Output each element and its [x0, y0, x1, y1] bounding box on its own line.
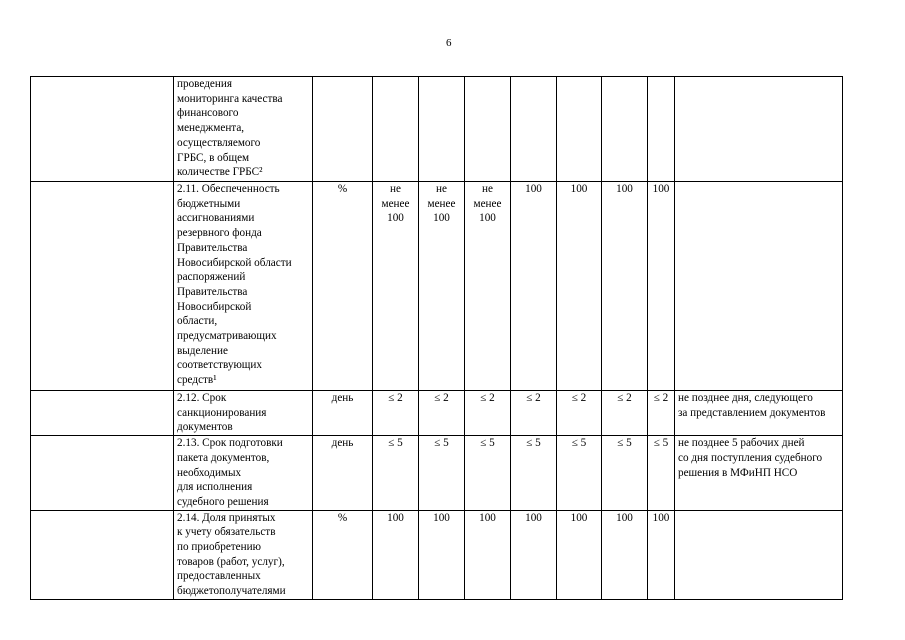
- unit-cell: [313, 77, 373, 182]
- unit-cell: %: [313, 182, 373, 391]
- note-cell: не позднее дня, следующего за представлением документов: [675, 391, 843, 436]
- indicator-cell: 2.12. Срок санкционирования документов: [174, 391, 313, 436]
- value-cell: ≤ 5: [648, 436, 675, 511]
- value-cell: ≤ 2: [557, 391, 602, 436]
- indicators-table: [30, 76, 843, 600]
- table-row: [31, 510, 843, 599]
- note-cell: [675, 182, 843, 391]
- value-cell: 100: [419, 510, 465, 599]
- value-cell: ≤ 2: [419, 391, 465, 436]
- table-row: [31, 391, 843, 436]
- value-cell: ≤ 2: [648, 391, 675, 436]
- value-cell: [648, 77, 675, 182]
- page-number: 6: [446, 37, 452, 49]
- value-cell: 100: [511, 182, 557, 391]
- empty-cell: [31, 510, 174, 599]
- value-cell: [373, 77, 419, 182]
- value-cell: не менее 100: [419, 182, 465, 391]
- value-cell: не менее 100: [373, 182, 419, 391]
- value-cell: 100: [373, 510, 419, 599]
- value-cell: ≤ 5: [419, 436, 465, 511]
- note-cell: [675, 77, 843, 182]
- value-cell: ≤ 2: [511, 391, 557, 436]
- table-row: [31, 436, 843, 511]
- empty-cell: [31, 77, 174, 182]
- value-cell: 100: [602, 182, 648, 391]
- value-cell: ≤ 5: [557, 436, 602, 511]
- empty-cell: [31, 182, 174, 391]
- value-cell: ≤ 2: [465, 391, 511, 436]
- value-cell: [511, 77, 557, 182]
- value-cell: ≤ 5: [373, 436, 419, 511]
- unit-cell: день: [313, 391, 373, 436]
- table-row: [31, 182, 843, 391]
- value-cell: ≤ 5: [465, 436, 511, 511]
- value-cell: ≤ 2: [373, 391, 419, 436]
- value-cell: 100: [557, 510, 602, 599]
- indicator-cell: 2.14. Доля принятых к учету обязательств по приобретению товаров (работ, услуг), предоставленных бюджетополучателями: [174, 510, 313, 599]
- value-cell: 100: [465, 510, 511, 599]
- value-cell: не менее 100: [465, 182, 511, 391]
- value-cell: 100: [648, 510, 675, 599]
- empty-cell: [31, 391, 174, 436]
- value-cell: ≤ 5: [602, 436, 648, 511]
- value-cell: 100: [602, 510, 648, 599]
- value-cell: [557, 77, 602, 182]
- value-cell: [465, 77, 511, 182]
- value-cell: ≤ 5: [511, 436, 557, 511]
- value-cell: [419, 77, 465, 182]
- value-cell: 100: [648, 182, 675, 391]
- value-cell: 100: [511, 510, 557, 599]
- value-cell: ≤ 2: [602, 391, 648, 436]
- note-cell: не позднее 5 рабочих дней со дня поступления судебного решения в МФиНП НСО: [675, 436, 843, 511]
- unit-cell: день: [313, 436, 373, 511]
- table-row: [31, 77, 843, 182]
- unit-cell: %: [313, 510, 373, 599]
- indicator-cell: 2.13. Срок подготовки пакета документов, необходимых для исполнения судебного решения: [174, 436, 313, 511]
- indicator-cell: 2.11. Обеспеченность бюджетными ассигнованиями резервного фонда Правительства Новосибирской области распоряжений Правительства Новосибирской области, предусматривающих выделение соответствующих средств¹: [174, 182, 313, 391]
- note-cell: [675, 510, 843, 599]
- empty-cell: [31, 436, 174, 511]
- value-cell: [602, 77, 648, 182]
- value-cell: 100: [557, 182, 602, 391]
- indicator-cell: проведения мониторинга качества финансового менеджмента, осуществляемого ГРБС, в общем количестве ГРБС²: [174, 77, 313, 182]
